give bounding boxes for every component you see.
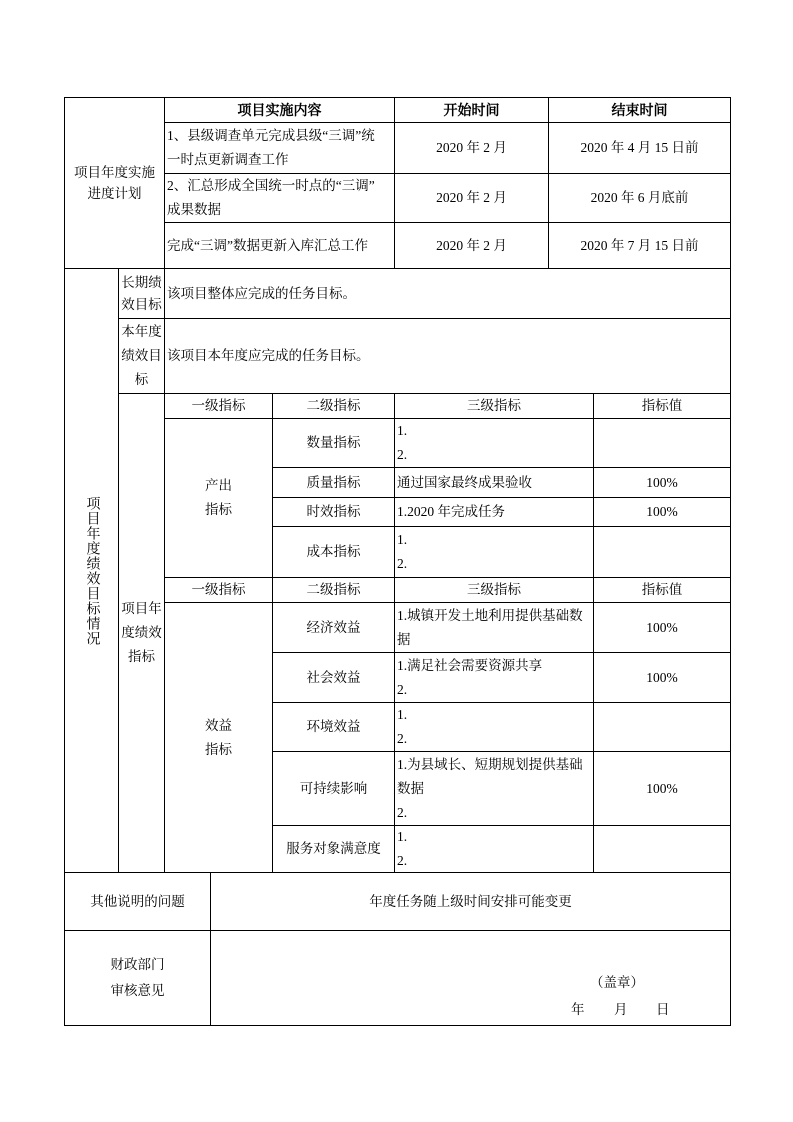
output-item-1-level2-text: 数量指标 xyxy=(306,435,361,450)
benefit-item-2-value-text: 100% xyxy=(646,669,678,685)
schedule-row-2-start-text: 2020 年 2 月 xyxy=(436,190,507,205)
benefit-level1-line: 指标 xyxy=(205,741,232,757)
annual-goal-label-line: 标 xyxy=(134,372,149,387)
schedule-header-end-text: 结束时间 xyxy=(611,102,668,118)
schedule-row-3-start xyxy=(394,222,549,269)
benefit-item-4-level2-text: 可持续影响 xyxy=(299,780,368,796)
output-level1-line: 产出 xyxy=(205,478,232,493)
benefit-item-5-level3-line: 1. xyxy=(397,829,408,844)
benefit-item-2-level3-line: 2. xyxy=(397,681,408,697)
benefit-item-1-level3-line: 据 xyxy=(397,631,411,647)
benefit-item-4-value-text: 100% xyxy=(646,780,678,796)
other-notes-label xyxy=(64,872,211,931)
schedule-row-2-end-text: 2020 年 6 月底前 xyxy=(590,190,689,205)
benefit-item-3-value xyxy=(593,702,731,752)
annual-goal-label-line: 本年度 xyxy=(121,324,162,339)
output-item-1-value xyxy=(593,418,731,468)
schedule-row-3-end-text: 2020 年 7 月 15 日前 xyxy=(580,237,699,253)
indicator-header-level3-text: 三级指标 xyxy=(467,398,521,413)
other-notes-text-line: 年度任务随上级时间安排可能变更 xyxy=(369,893,572,909)
output-item-1-level3-line: 1. xyxy=(397,423,408,438)
schedule-header-start-text: 开始时间 xyxy=(443,102,500,118)
indicators-label xyxy=(118,393,165,873)
benefit-item-2-level2-text: 社会效益 xyxy=(306,669,361,685)
schedule-row-1-content-line: 1、县级调查单元完成县级“三调”统 xyxy=(167,128,375,143)
output-item-2-level2-text: 质量指标 xyxy=(306,474,361,490)
benefit-level1 xyxy=(164,602,273,873)
output-item-4-level3 xyxy=(394,526,594,578)
indicator-header-level3 xyxy=(394,577,594,603)
annual-goal-label xyxy=(118,318,165,394)
schedule-row-1-content-line: 一时点更新调查工作 xyxy=(167,152,289,167)
output-item-4-value xyxy=(593,526,731,578)
output-item-2-level2 xyxy=(272,467,395,498)
output-item-4-level2 xyxy=(272,526,395,578)
output-item-4-level3-line: 2. xyxy=(397,556,408,571)
benefit-item-4-level3-line: 数据 xyxy=(397,780,424,796)
annual-goal-text xyxy=(164,318,731,394)
schedule-section-label-line: 项目年度实施 xyxy=(74,165,155,180)
output-item-4-level2-text: 成本指标 xyxy=(306,544,361,559)
indicators-label-line: 项目年 xyxy=(121,601,162,616)
output-item-3-level3-line: 1.2020 年完成任务 xyxy=(397,504,505,519)
indicator-header-value xyxy=(593,577,731,603)
output-level1 xyxy=(164,418,273,578)
finance-review-label xyxy=(64,930,211,1026)
schedule-row-1-start xyxy=(394,122,549,174)
output-item-1-level3 xyxy=(394,418,594,468)
finance-review-label-line: 审核意见 xyxy=(110,983,165,998)
output-item-2-level3-line: 通过国家最终成果验收 xyxy=(397,474,532,490)
benefit-item-1-level2-text: 经济效益 xyxy=(306,619,361,635)
benefit-item-3-level3-line: 1. xyxy=(397,707,408,722)
schedule-row-3-content xyxy=(164,222,395,269)
indicators-label-line: 度绩效 xyxy=(121,625,162,640)
benefit-item-5-level2 xyxy=(272,825,395,873)
long-term-goal-text xyxy=(164,268,731,319)
indicator-header-value-text: 指标值 xyxy=(641,398,683,413)
schedule-row-2-content xyxy=(164,173,395,223)
benefit-item-5-level3-line: 2. xyxy=(397,853,408,868)
benefit-item-3-level3-line: 2. xyxy=(397,731,408,746)
indicator-header-level3-text: 三级指标 xyxy=(467,582,521,597)
schedule-row-3-content-line: 完成“三调”数据更新入库汇总工作 xyxy=(167,237,368,253)
output-item-2-value-text: 100% xyxy=(646,474,678,490)
benefit-item-2-level2 xyxy=(272,652,395,703)
indicator-header-level2-text: 二级指标 xyxy=(306,398,361,413)
other-notes-text xyxy=(210,872,731,931)
indicator-header-level2-text: 二级指标 xyxy=(306,582,361,597)
indicator-header-level1 xyxy=(164,393,273,419)
indicator-header-level1-text: 一级指标 xyxy=(191,398,246,413)
benefit-item-4-level3-line: 1.为县域长、短期规划提供基础 xyxy=(397,756,583,772)
schedule-header-content-text: 项目实施内容 xyxy=(237,102,322,118)
indicator-header-level1-text: 一级指标 xyxy=(191,582,246,597)
long-term-goal-label-line: 效目标 xyxy=(121,296,162,312)
schedule-row-2-end xyxy=(548,173,731,223)
annual-goal-label-line: 绩效目 xyxy=(121,348,162,363)
output-item-2-value xyxy=(593,467,731,498)
schedule-section-label-line: 进度计划 xyxy=(87,186,142,201)
indicator-header-level2 xyxy=(272,393,395,419)
benefit-item-3-level2-text: 环境效益 xyxy=(306,719,361,734)
seal-placeholder: （盖章） xyxy=(590,975,644,990)
output-item-3-level2 xyxy=(272,497,395,527)
output-item-1-level2 xyxy=(272,418,395,468)
finance-review-content xyxy=(210,930,731,1026)
performance-section-label xyxy=(64,268,119,873)
benefit-item-5-value xyxy=(593,825,731,873)
benefit-item-4-level3 xyxy=(394,751,594,826)
output-item-3-level3 xyxy=(394,497,594,527)
long-term-goal-label xyxy=(118,268,165,319)
benefit-item-4-value xyxy=(593,751,731,826)
date-year-label: 年 xyxy=(571,1002,585,1017)
schedule-row-2-start xyxy=(394,173,549,223)
date-day-label: 日 xyxy=(656,1002,670,1017)
schedule-header-end xyxy=(548,97,731,123)
output-level1-line: 指标 xyxy=(205,502,232,517)
benefit-item-1-level3 xyxy=(394,602,594,653)
output-item-3-level2-text: 时效指标 xyxy=(306,504,361,519)
benefit-item-3-level3 xyxy=(394,702,594,752)
schedule-row-2-content-line: 2、汇总形成全国统一时点的“三调” xyxy=(167,178,375,193)
schedule-row-1-content xyxy=(164,122,395,174)
benefit-item-5-level3 xyxy=(394,825,594,873)
indicator-header-value-text: 指标值 xyxy=(641,582,683,597)
schedule-row-3-end xyxy=(548,222,731,269)
output-item-2-level3 xyxy=(394,467,594,498)
indicator-header-value xyxy=(593,393,731,419)
output-item-3-value-text: 100% xyxy=(646,504,678,519)
schedule-row-1-start-text: 2020 年 2 月 xyxy=(436,140,507,155)
benefit-item-2-value xyxy=(593,652,731,703)
annual-goal-text-line: 该项目本年度应完成的任务目标。 xyxy=(167,348,370,363)
date-month-label: 月 xyxy=(614,1002,628,1017)
schedule-row-1-end-text: 2020 年 4 月 15 日前 xyxy=(580,140,699,155)
other-notes-label-text: 其他说明的问题 xyxy=(90,893,185,909)
schedule-row-3-start-text: 2020 年 2 月 xyxy=(436,237,507,253)
output-item-1-level3-line: 2. xyxy=(397,447,408,462)
long-term-goal-label-line: 长期绩 xyxy=(121,274,162,290)
schedule-row-1-end xyxy=(548,122,731,174)
schedule-header-content xyxy=(164,97,395,123)
benefit-item-3-level2 xyxy=(272,702,395,752)
benefit-item-5-level2-text: 服务对象满意度 xyxy=(286,841,381,856)
indicator-header-level2 xyxy=(272,577,395,603)
benefit-item-2-level3 xyxy=(394,652,594,703)
output-item-4-level3-line: 1. xyxy=(397,532,408,547)
benefit-item-1-level2 xyxy=(272,602,395,653)
indicators-label-line: 指标 xyxy=(128,649,155,664)
benefit-item-4-level3-line: 2. xyxy=(397,804,408,820)
benefit-item-1-level3-line: 1.城镇开发土地利用提供基础数 xyxy=(397,607,583,623)
schedule-row-2-content-line: 成果数据 xyxy=(167,202,221,217)
output-item-3-value xyxy=(593,497,731,527)
long-term-goal-text-line: 该项目整体应完成的任务目标。 xyxy=(167,285,356,301)
schedule-section-label xyxy=(64,97,165,269)
benefit-item-4-level2 xyxy=(272,751,395,826)
indicator-header-level3 xyxy=(394,393,594,419)
schedule-header-start xyxy=(394,97,549,123)
benefit-item-2-level3-line: 1.满足社会需要资源共享 xyxy=(397,657,543,673)
finance-review-label-line: 财政部门 xyxy=(110,957,165,972)
benefit-item-1-value xyxy=(593,602,731,653)
performance-section-label-text: 项目年度绩效目标情况 xyxy=(84,495,100,646)
indicator-header-level1 xyxy=(164,577,273,603)
benefit-level1-line: 效益 xyxy=(205,717,232,733)
benefit-item-1-value-text: 100% xyxy=(646,619,678,635)
